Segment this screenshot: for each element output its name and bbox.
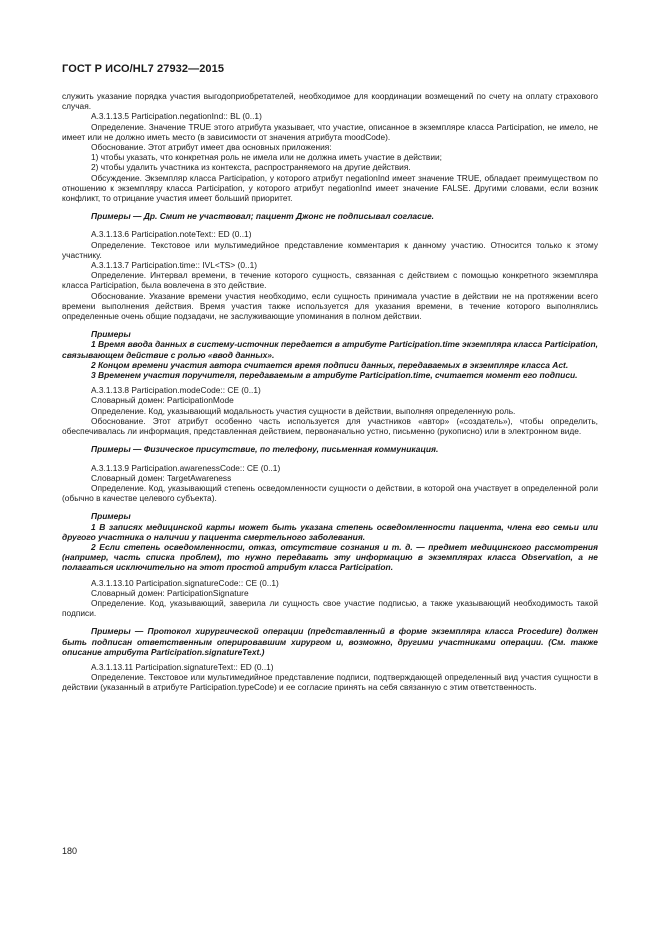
example-note: Примеры — Др. Смит не участвовал; пациент Джонс не подписывал согласие. bbox=[91, 211, 435, 222]
section-heading: А.3.1.13.7 Participation.time:: IVL<TS> (0..1) bbox=[91, 260, 258, 271]
page-number: 180 bbox=[62, 846, 78, 856]
section-heading: А.3.1.13.11 Participation.signatureText:: ED (0..1) bbox=[91, 661, 274, 672]
paragraph: Определение. Код, указывающий степень осведомленности сущности о действии, в которой она участвует в определенной роли (обычно в качестве целевого субъекта). bbox=[62, 482, 598, 504]
section-heading: А.3.1.13.6 Participation.noteText:: ED (0..1) bbox=[91, 229, 252, 240]
paragraph: Определение. Значение TRUE этого атрибута указывает, что участие, описанное в экземпляре класса Participation, не имело, не имеет или не должно иметь место (в зависимости от значения атрибута moodCode). bbox=[62, 121, 598, 142]
example-note: Примеры — Физическое присутствие, по телефону, письменная коммуникация. bbox=[91, 444, 439, 455]
example-note: Примеры — Протокол хирургической операции (представленный в форме экземпляра класса Procedure) должен быть подписан ответственным оперировавшим хирургом и, возможно, другими участниками операции. (См. также описание атрибута Participation.signatureText.) bbox=[62, 626, 598, 657]
vocabulary-domain: Словарный домен: TargetAwareness bbox=[91, 472, 232, 483]
examples-title: Примеры bbox=[91, 511, 131, 522]
example-note: 1 В записях медицинской карты может быть указана степень осведомленности пациента, члена его семьи или другого участника о наличии у пациента смертельного заболевания. bbox=[62, 521, 598, 542]
list-item: 1) чтобы указать, что конкретная роль не имела или не должна иметь участие в действии; bbox=[91, 152, 442, 163]
examples-title: Примеры bbox=[91, 329, 131, 340]
document-header: ГОСТ Р ИСО/HL7 27932—2015 bbox=[62, 63, 225, 75]
paragraph: Определение. Код, указывающий, заверила ли сущность свое участие подписью, а также указывающий необходимость такой подписи. bbox=[62, 597, 598, 619]
paragraph: служить указание порядка участия выгодоприобретателей, необходимое для координации возмещений по счету на оплату страхового случая. bbox=[62, 91, 598, 112]
vocabulary-domain: Словарный домен: ParticipationMode bbox=[91, 395, 234, 406]
paragraph: Определение. Код, указывающий модальность участия сущности в действии, выполняя определенную роль. bbox=[91, 405, 516, 416]
paragraph: Определение. Интервал времени, в течение которого сущность, связанная с действием с помощью конкретного экземпляра класса Participation, была вовлечена в это действие. bbox=[62, 270, 598, 291]
paragraph: Определение. Текстовое или мультимедийное представление подписи, подтверждающей определенный вид участия сущности в действии (указанный в атрибуте Participation.typeCode) и ее согласие принять на себя связанную с этим ответственность. bbox=[62, 672, 598, 693]
vocabulary-domain: Словарный домен: ParticipationSignature bbox=[91, 587, 249, 598]
section-heading: А.3.1.13.10 Participation.signatureCode:: CE (0..1) bbox=[91, 577, 279, 588]
section-heading: А.3.1.13.9 Participation.awarenessCode:: CE (0..1) bbox=[91, 462, 281, 473]
paragraph: Обоснование. Этот атрибут имеет два основных приложения: bbox=[91, 142, 332, 153]
page-body bbox=[62, 91, 598, 693]
list-item: 2) чтобы удалить участника из контекста, распространяемого на другие действия. bbox=[91, 162, 411, 173]
example-note: 2 Если степень осведомленности, отказ, отсутствие сознания и т. д. — предмет медицинского рассмотрения (например, часть списка проблем), то нужно передавать эту информацию в экземплярах класса Observation, а не полагаться исключительно на этот простой атрибут класса Participation. bbox=[62, 541, 598, 573]
example-note: 3 Временем участия поручителя, передаваемым в атрибуте Participation.time, считается момент его подписи. bbox=[91, 370, 578, 381]
paragraph: Определение. Текстовое или мультимедийное представление комментария к данному участию. Относится только к этому участнику. bbox=[62, 239, 598, 260]
paragraph: Обсуждение. Экземпляр класса Participation, у которого атрибут negationInd имеет значение TRUE, обладает преимуществом по отношению к экземпляру класса Participation, у которого атрибут negationInd имеет значение FALSE. Другими словами, если возник конфликт, то отрицание участия имеет больший приоритет. bbox=[62, 172, 598, 204]
paragraph: Обоснование. Этот атрибут особенно часть используется для участников «автор» («создатель»), чтобы определить, обеспечивалась ли информация, представленная действием, первоначально устно, письменно (рукописно) или в электронном виде. bbox=[62, 415, 598, 437]
example-note: 2 Концом времени участия автора считается время подписи данных, передаваемых в экземпляре класса Act. bbox=[91, 359, 569, 370]
section-heading: А.3.1.13.8 Participation.modeCode:: CE (0..1) bbox=[91, 385, 261, 396]
section-heading: А.3.1.13.5 Participation.negationInd:: BL (0..1) bbox=[91, 111, 262, 122]
example-note: 1 Время ввода данных в систему-источник передается в атрибуте Participation.time экземпляра класса Participation, связывающем действие с ролью «ввод данных». bbox=[62, 339, 598, 360]
paragraph: Обоснование. Указание времени участия необходимо, если сущность принимала участие в действии не на протяжении всего времени выполнения действия. Время участия также используется для указания времени, в течение которого выполнялись определенные очень общие подзадачи, не заслуживающие упоминания в полном действии. bbox=[62, 290, 598, 322]
